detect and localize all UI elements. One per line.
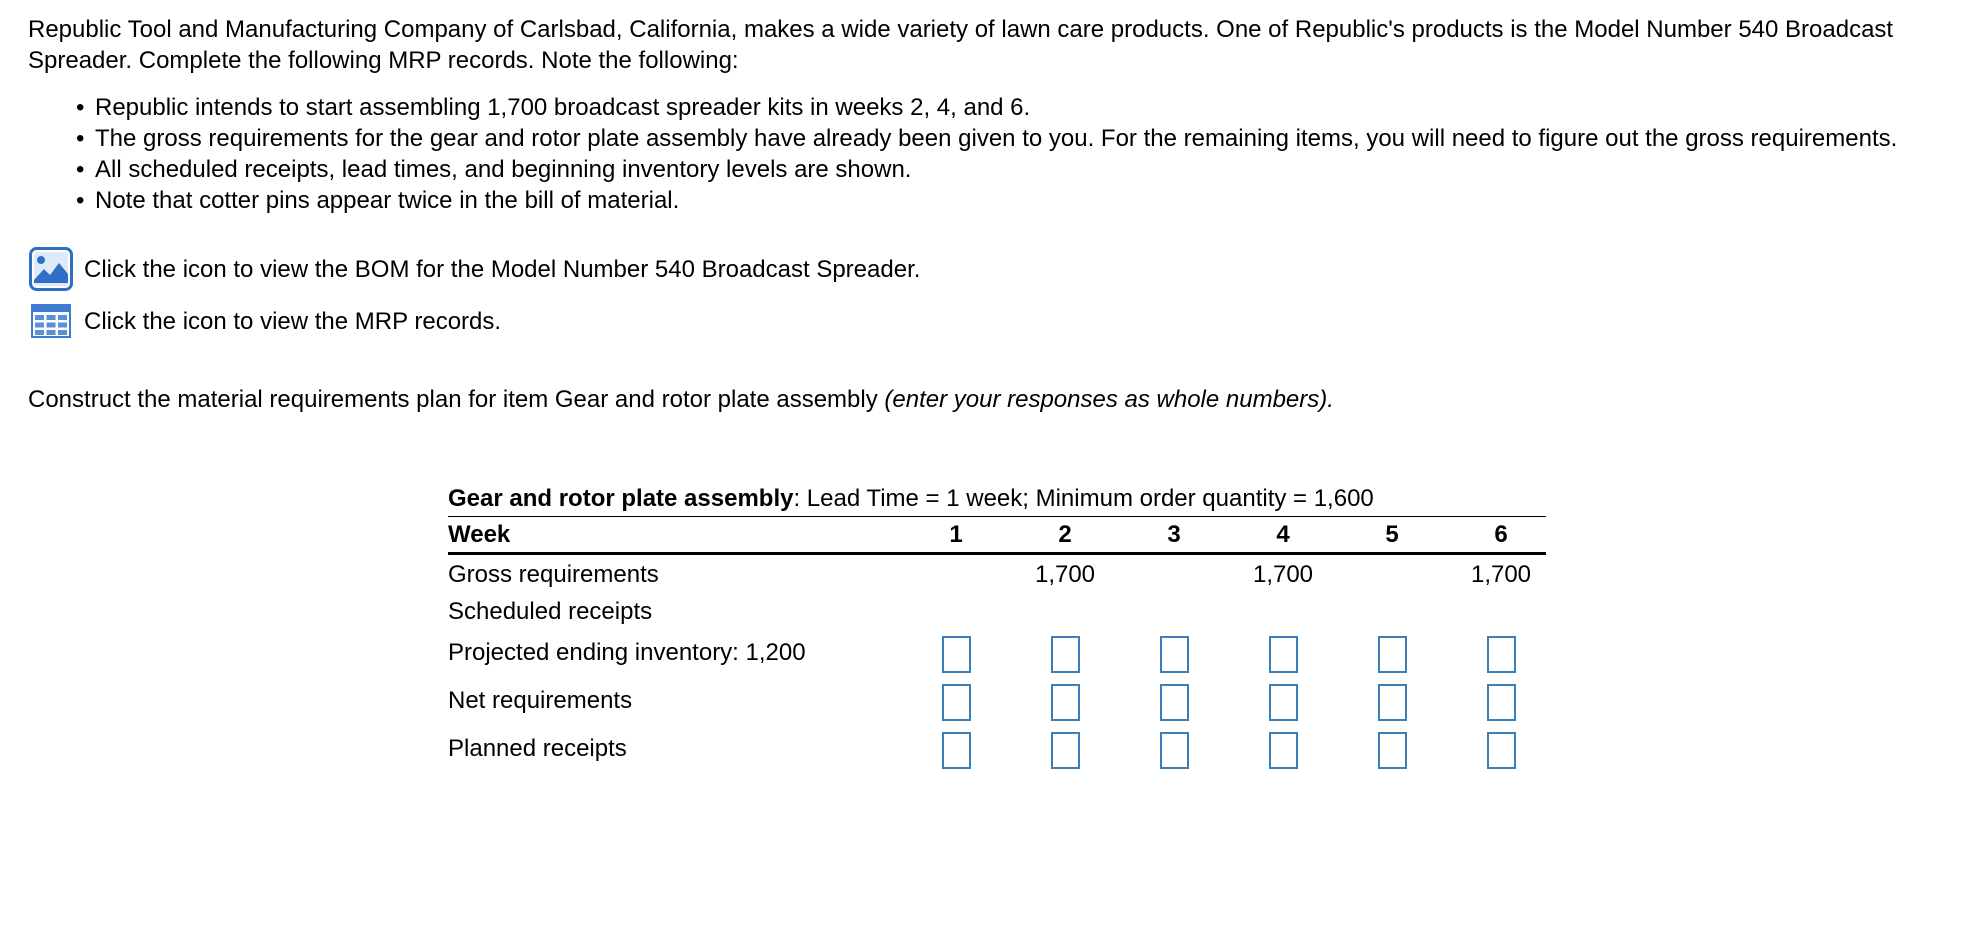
inventory-input-week-3[interactable] bbox=[1160, 636, 1189, 673]
week-header: 5 bbox=[1385, 521, 1399, 548]
item-name: Gear and rotor plate assembly bbox=[448, 485, 794, 512]
table-icon[interactable] bbox=[28, 298, 74, 344]
net-label: Net requirements bbox=[448, 687, 633, 714]
net-input-week-6[interactable] bbox=[1487, 684, 1516, 721]
gross-cell: 1,700 bbox=[1252, 561, 1314, 588]
planned-label: Planned receipts bbox=[448, 735, 627, 762]
note-item: • The gross requirements for the gear and rotor plate assembly have already been given to you. For the remaining items, you will need to figure out the gross requirements. bbox=[76, 123, 1946, 154]
planned-input-week-2[interactable] bbox=[1051, 732, 1080, 769]
net-input-week-4[interactable] bbox=[1269, 684, 1298, 721]
inventory-input-week-5[interactable] bbox=[1378, 636, 1407, 673]
gross-cell: 1,700 bbox=[1470, 561, 1532, 588]
item-details: : Lead Time = 1 week; Minimum order quantity = 1,600 bbox=[793, 485, 1374, 512]
net-input-week-1[interactable] bbox=[942, 684, 971, 721]
inventory-label: Projected ending inventory: 1,200 bbox=[448, 639, 806, 666]
planned-input-week-5[interactable] bbox=[1378, 732, 1407, 769]
inventory-input-week-1[interactable] bbox=[942, 636, 971, 673]
gross-requirements-row bbox=[448, 557, 1546, 594]
week-header: 6 bbox=[1494, 521, 1508, 548]
notes-list bbox=[28, 92, 1946, 216]
intro-paragraph: Republic Tool and Manufacturing Company of Carlsbad, California, makes a wide variety of lawn care products. One of Republic's products is the Model Number 540 Broadcast Spreader. Complete the following MRP records. Note the following: bbox=[28, 16, 1894, 74]
planned-input-week-1[interactable] bbox=[942, 732, 971, 769]
inventory-input-week-6[interactable] bbox=[1487, 636, 1516, 673]
construct-hint: (enter your responses as whole numbers). bbox=[884, 386, 1334, 413]
inventory-input-week-4[interactable] bbox=[1269, 636, 1298, 673]
scheduled-label: Scheduled receipts bbox=[448, 598, 653, 625]
net-input-week-5[interactable] bbox=[1378, 684, 1407, 721]
image-icon[interactable] bbox=[28, 246, 74, 292]
week-header: 4 bbox=[1276, 521, 1290, 548]
note-item: • Note that cotter pins appear twice in the bill of material. bbox=[76, 185, 1946, 216]
mrp-link-text[interactable]: Click the icon to view the MRP records. bbox=[84, 307, 502, 335]
construct-text: Construct the material requirements plan for item Gear and rotor plate assembly bbox=[28, 386, 885, 413]
week-header: 3 bbox=[1167, 521, 1181, 548]
net-input-week-2[interactable] bbox=[1051, 684, 1080, 721]
net-input-week-3[interactable] bbox=[1160, 684, 1189, 721]
planned-input-week-6[interactable] bbox=[1487, 732, 1516, 769]
mrp-title bbox=[448, 481, 1546, 517]
note-item: • All scheduled receipts, lead times, and beginning inventory levels are shown. bbox=[76, 154, 1946, 185]
planned-receipts-row bbox=[448, 727, 1546, 775]
net-requirements-row bbox=[448, 679, 1546, 727]
inventory-input-week-2[interactable] bbox=[1051, 636, 1080, 673]
mrp-link-row bbox=[28, 298, 1946, 344]
projected-inventory-row bbox=[448, 631, 1546, 679]
scheduled-receipts-row bbox=[448, 594, 1546, 631]
planned-input-week-4[interactable] bbox=[1269, 732, 1298, 769]
question-content bbox=[0, 0, 1974, 415]
gross-label: Gross requirements bbox=[448, 561, 659, 588]
planned-input-week-3[interactable] bbox=[1160, 732, 1189, 769]
week-row bbox=[448, 517, 1546, 555]
bom-link-text[interactable]: Click the icon to view the BOM for the Model Number 540 Broadcast Spreader. bbox=[84, 255, 921, 283]
week-label: Week bbox=[448, 521, 511, 548]
note-item: • Republic intends to start assembling 1,700 broadcast spreader kits in weeks 2, 4, and 6. bbox=[76, 92, 1946, 123]
week-header: 1 bbox=[949, 521, 963, 548]
week-header: 2 bbox=[1058, 521, 1072, 548]
bom-link-row bbox=[28, 246, 1946, 292]
mrp-table bbox=[448, 481, 1546, 775]
construct-instruction bbox=[28, 384, 1946, 415]
gross-cell: 1,700 bbox=[1034, 561, 1096, 588]
